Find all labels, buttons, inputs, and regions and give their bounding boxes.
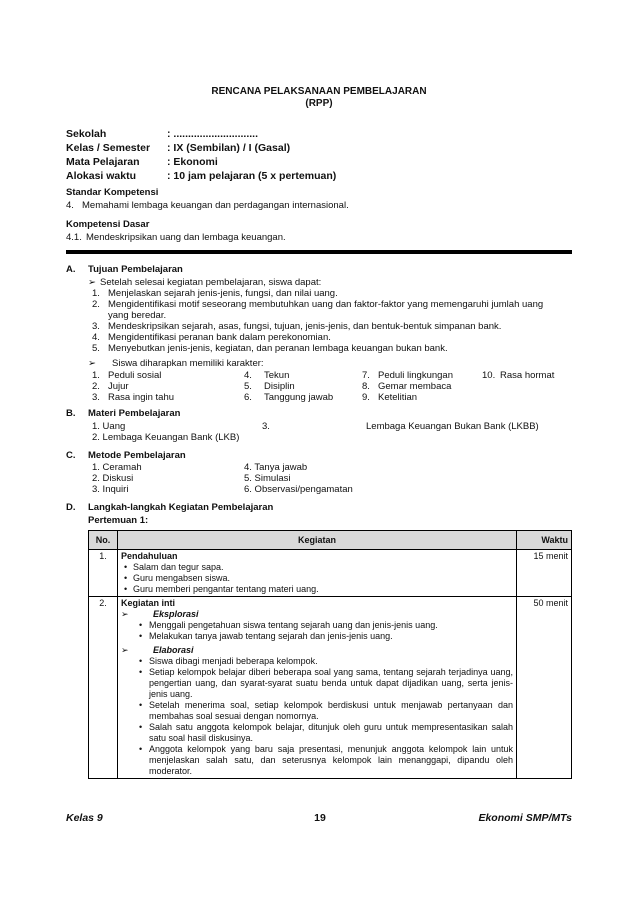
list-item: 5. Menyebutkan jenis-jenis, kegiatan, dan peranan lembaga keuangan bukan bank. xyxy=(92,343,448,354)
list-item: 4. Mengidentifikasi peranan bank dalam perekonomian. xyxy=(92,332,331,343)
cell-kegiatan xyxy=(118,597,517,779)
doc-subtitle: (RPP) xyxy=(305,98,333,109)
section-a-heading: A. Tujuan Pembelajaran xyxy=(66,264,183,275)
sk-heading: Standar Kompetensi xyxy=(66,187,159,198)
kd-text: 4.1. Mendeskripsikan uang dan lembaga keuangan. xyxy=(66,232,286,243)
table-row xyxy=(89,550,572,597)
list-item: 3. Mendeskripsikan sejarah, asas, fungsi, tujuan, jenis-jenis, dan bentuk-bentuk simpanan bank. xyxy=(92,321,502,332)
cell-waktu: 50 menit xyxy=(517,597,572,779)
identity-row: Sekolah : ............................. xyxy=(66,128,259,140)
karakter-row: 2. Jujur 5. Disiplin 8. Gemar membaca xyxy=(92,381,452,392)
cell-no: 1. xyxy=(89,550,118,597)
col-header-no: No. xyxy=(89,531,118,550)
karakter-intro: ➢ Siswa diharapkan memiliki karakter: xyxy=(88,358,264,369)
section-c-heading: C. Metode Pembelajaran xyxy=(66,450,186,461)
list-item: • Menggali pengetahuan siswa tentang sejarah uang dan jenis-jenis uang. xyxy=(121,620,513,631)
cell-no: 2. xyxy=(89,597,118,779)
divider xyxy=(66,250,572,254)
list-item: 1. Menjelaskan sejarah jenis-jenis, fungsi, dan nilai uang. xyxy=(92,288,338,299)
list-item: 1. Uang 3. Lembaga Keuangan Bukan Bank (LKBB) xyxy=(92,421,539,432)
identity-row: Alokasi waktu : 10 jam pelajaran (5 x pertemuan) xyxy=(66,170,337,182)
doc-title: RENCANA PELAKSANAAN PEMBELAJARAN xyxy=(211,86,427,97)
arrow-bullet-icon: ➢ xyxy=(88,358,96,369)
sk-text: 4. Memahami lembaga keuangan dan perdagangan internasional. xyxy=(66,200,349,211)
list-item: 2. Mengidentifikasi motif seseorang membutuhkan uang dan faktor-faktor yang memengaruhi jumlah uang xyxy=(92,299,544,310)
list-item: 3. Inquiri 6. Observasi/pengamatan xyxy=(92,484,353,495)
list-item: yang beredar. xyxy=(108,310,167,321)
section-d-heading: D. Langkah-langkah Kegiatan Pembelajaran xyxy=(66,502,274,513)
cell-waktu: 15 menit xyxy=(517,550,572,597)
list-item: • Setelah menerima soal, setiap kelompok berdiskusi untuk menjawab pertanyaan dan membahas soal sesuai dengan nomornya. xyxy=(121,700,513,722)
list-item: • Siswa dibagi menjadi beberapa kelompok. xyxy=(121,656,513,667)
kegiatan-table xyxy=(88,530,572,779)
list-item: • Guru mengabsen siswa. xyxy=(121,573,513,584)
list-item: • Melakukan tanya jawab tentang sejarah dan jenis-jenis uang. xyxy=(121,631,513,642)
activity-title: Pendahuluan xyxy=(121,551,178,561)
pertemuan-label: Pertemuan 1: xyxy=(88,515,149,526)
section-b-heading: B. Materi Pembelajaran xyxy=(66,408,181,419)
footer-right: Ekonomi SMP/MTs xyxy=(478,812,572,824)
list-item: 2. Diskusi 5. Simulasi xyxy=(92,473,291,484)
table-header-row xyxy=(89,531,572,550)
col-header-kegiatan: Kegiatan xyxy=(118,531,517,550)
cell-kegiatan xyxy=(118,550,517,597)
list-item: 1. Ceramah 4. Tanya jawab xyxy=(92,462,308,473)
list-item: • Salam dan tegur sapa. xyxy=(121,562,513,573)
list-item: 2. Lembaga Keuangan Bank (LKB) xyxy=(92,432,240,443)
arrow-bullet-icon: ➢ xyxy=(121,609,129,619)
list-item: • Setiap kelompok belajar diberi beberapa soal yang sama, tentang sejarah terjadinya uang, pengertian uang, dan syarat-syarat suatu benda untuk dapat dijadikan uang, serta jenis-jenis uang. xyxy=(121,667,513,700)
list-item: • Anggota kelompok yang baru saja presentasi, menunjuk anggota kelompok lain untuk menjelaskan salah satu, dan seterusnya kelompok lain menanggapi, dipandu oleh moderator. xyxy=(121,744,513,777)
karakter-row: 1. Peduli sosial 4. Tekun 7. Peduli lingkungan 10. Rasa hormat xyxy=(92,370,555,381)
karakter-row: 3. Rasa ingin tahu 6. Tanggung jawab 9. Ketelitian xyxy=(92,392,418,403)
arrow-bullet-icon: ➢ xyxy=(121,645,129,655)
identity-row: Mata Pelajaran : Ekonomi xyxy=(66,156,218,168)
page-number: 19 xyxy=(314,812,326,824)
subsection-elaborasi: ➢ Elaborasi xyxy=(121,645,194,655)
section-a-intro: ➢ Setelah selesai kegiatan pembelajaran, siswa dapat: xyxy=(88,277,322,288)
list-item: • Salah satu anggota kelompok belajar, ditunjuk oleh guru untuk mempresentasikan salah satu soal hasil diskusinya. xyxy=(121,722,513,744)
subsection-eksplorasi: ➢ Eksplorasi xyxy=(121,609,199,619)
table-row xyxy=(89,597,572,779)
activity-title: Kegiatan inti xyxy=(121,598,176,608)
footer-left: Kelas 9 xyxy=(66,812,103,824)
identity-row: Kelas / Semester : IX (Sembilan) / I (Gasal) xyxy=(66,142,291,154)
kd-heading: Kompetensi Dasar xyxy=(66,219,150,230)
arrow-bullet-icon: ➢ xyxy=(88,277,96,288)
col-header-waktu: Waktu xyxy=(517,531,572,550)
list-item: • Guru memberi pengantar tentang materi uang. xyxy=(121,584,513,595)
